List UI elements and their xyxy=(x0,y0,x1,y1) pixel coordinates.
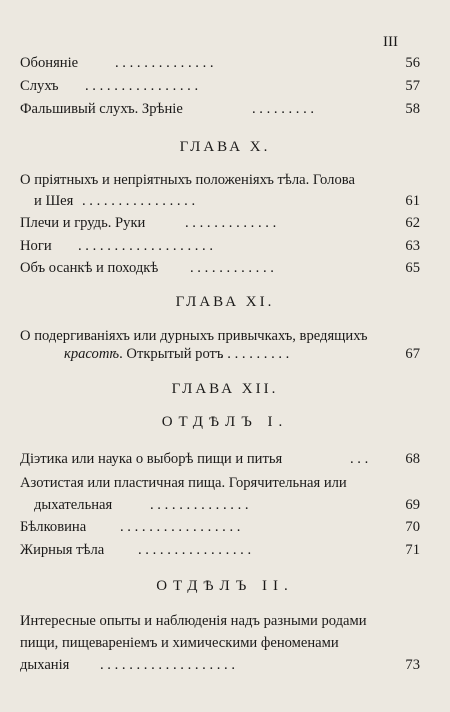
toc-entry xyxy=(20,259,420,277)
toc-entry-title: Слухъ xyxy=(20,78,59,94)
toc-entry-title: Объ осанкѣ и походкѣ xyxy=(20,260,159,276)
toc-entry-title-cont: пищи, пищевареніемъ и химическими феноменами xyxy=(20,635,339,651)
toc-entry xyxy=(20,54,420,72)
leader-dots: . . . . . . . . . . xyxy=(220,346,290,362)
toc-entry-title: Діэтика или наука о выборѣ пищи и питья xyxy=(20,451,283,467)
toc-entry-title: Плечи и грудь. Руки xyxy=(20,215,146,231)
leader-dots: . . . . . . . . . . . . . . . . . xyxy=(120,519,241,535)
toc-entry-title: О подергиваніяхъ или дурныхъ привычкахъ, вредящихъ xyxy=(20,328,368,344)
toc-entry-page: 62 xyxy=(405,215,420,231)
toc-entry-page: 61 xyxy=(405,193,420,209)
leader-dots: . . . . . . . . . . . . . . xyxy=(115,55,214,71)
toc-entry-page: 65 xyxy=(405,260,420,276)
chapter-heading: ГЛАВА XI. xyxy=(175,294,275,310)
toc-entry-page: 63 xyxy=(405,238,420,254)
toc-entry-title: Бѣлковина xyxy=(20,519,87,535)
toc-entry xyxy=(20,541,420,559)
toc-entry xyxy=(20,100,420,118)
leader-dots: . . . . . . . . . . . . . . . . . . . xyxy=(100,657,235,673)
toc-entry-title-cont: дыхательная xyxy=(34,497,113,513)
leader-dots: . . . . . . . . . . . . . . . . xyxy=(82,193,196,209)
leader-dots: . . . . . . . . . . . . . xyxy=(185,215,277,231)
toc-entry-title-cont: дыханія xyxy=(20,657,70,673)
toc-entry-page: 70 xyxy=(405,519,420,535)
chapter-heading: ГЛАВА X. xyxy=(179,139,271,155)
toc-entry-page: 68 xyxy=(405,451,420,467)
leader-dots: . . . . . . . . . . . . . . . . xyxy=(85,78,199,94)
toc-entry-title: Азотистая или пластичная пища. Горячительная или xyxy=(20,475,347,491)
toc-entry xyxy=(20,450,420,468)
toc-entry-title: Обоняніе xyxy=(20,55,79,71)
section-heading: ОТДѢЛЪ II. xyxy=(156,578,294,594)
toc-entry xyxy=(20,656,420,674)
leader-dots: . . . . . . . . . xyxy=(252,101,315,117)
toc-entry xyxy=(20,518,420,536)
toc-entry-page: 73 xyxy=(405,657,420,673)
italic-text: красотѣ xyxy=(64,346,120,362)
toc-entry-page: 69 xyxy=(405,497,420,513)
toc-entry-title: Жирныя тѣла xyxy=(20,542,105,558)
toc-entry xyxy=(20,496,420,514)
leader-dots: . . . xyxy=(350,451,369,467)
leader-dots: . . . . . . . . . . . . . . . . . . . xyxy=(78,238,213,254)
toc-entry-page: 71 xyxy=(405,542,420,558)
chapter-heading: ГЛАВА XII. xyxy=(171,381,279,397)
leader-dots: . . . . . . . . . . . . . . . . xyxy=(138,542,252,558)
toc-entry-page: 67 xyxy=(405,346,420,362)
section-heading: ОТДѢЛЪ I. xyxy=(161,414,289,430)
toc-entry xyxy=(20,192,420,210)
toc-entry-page: 56 xyxy=(405,55,420,71)
toc-entry xyxy=(20,345,420,363)
toc-entry xyxy=(20,214,420,232)
toc-entry-title: Интересные опыты и наблюденія надъ разными родами xyxy=(20,613,367,629)
toc-entry-title: О пріятныхъ и непріятныхъ положеніяхъ тѣла. Голова xyxy=(20,172,355,188)
toc-entry xyxy=(20,237,420,255)
toc-entry-title-cont xyxy=(64,345,223,363)
page-number: III xyxy=(383,34,398,50)
toc-entry-page: 57 xyxy=(405,78,420,94)
toc-entry-title-cont: и Шея xyxy=(34,193,74,209)
toc-entry-title: Фальшивый слухъ. Зрѣніе xyxy=(20,101,183,117)
leader-dots: . . . . . . . . . . . . xyxy=(190,260,274,276)
toc-entry xyxy=(20,77,420,95)
title-rest: . Открытый ротъ xyxy=(119,346,224,362)
leader-dots: . . . . . . . . . . . . . . xyxy=(150,497,249,513)
toc-entry-title: Ноги xyxy=(20,238,52,254)
toc-entry-page: 58 xyxy=(405,101,420,117)
